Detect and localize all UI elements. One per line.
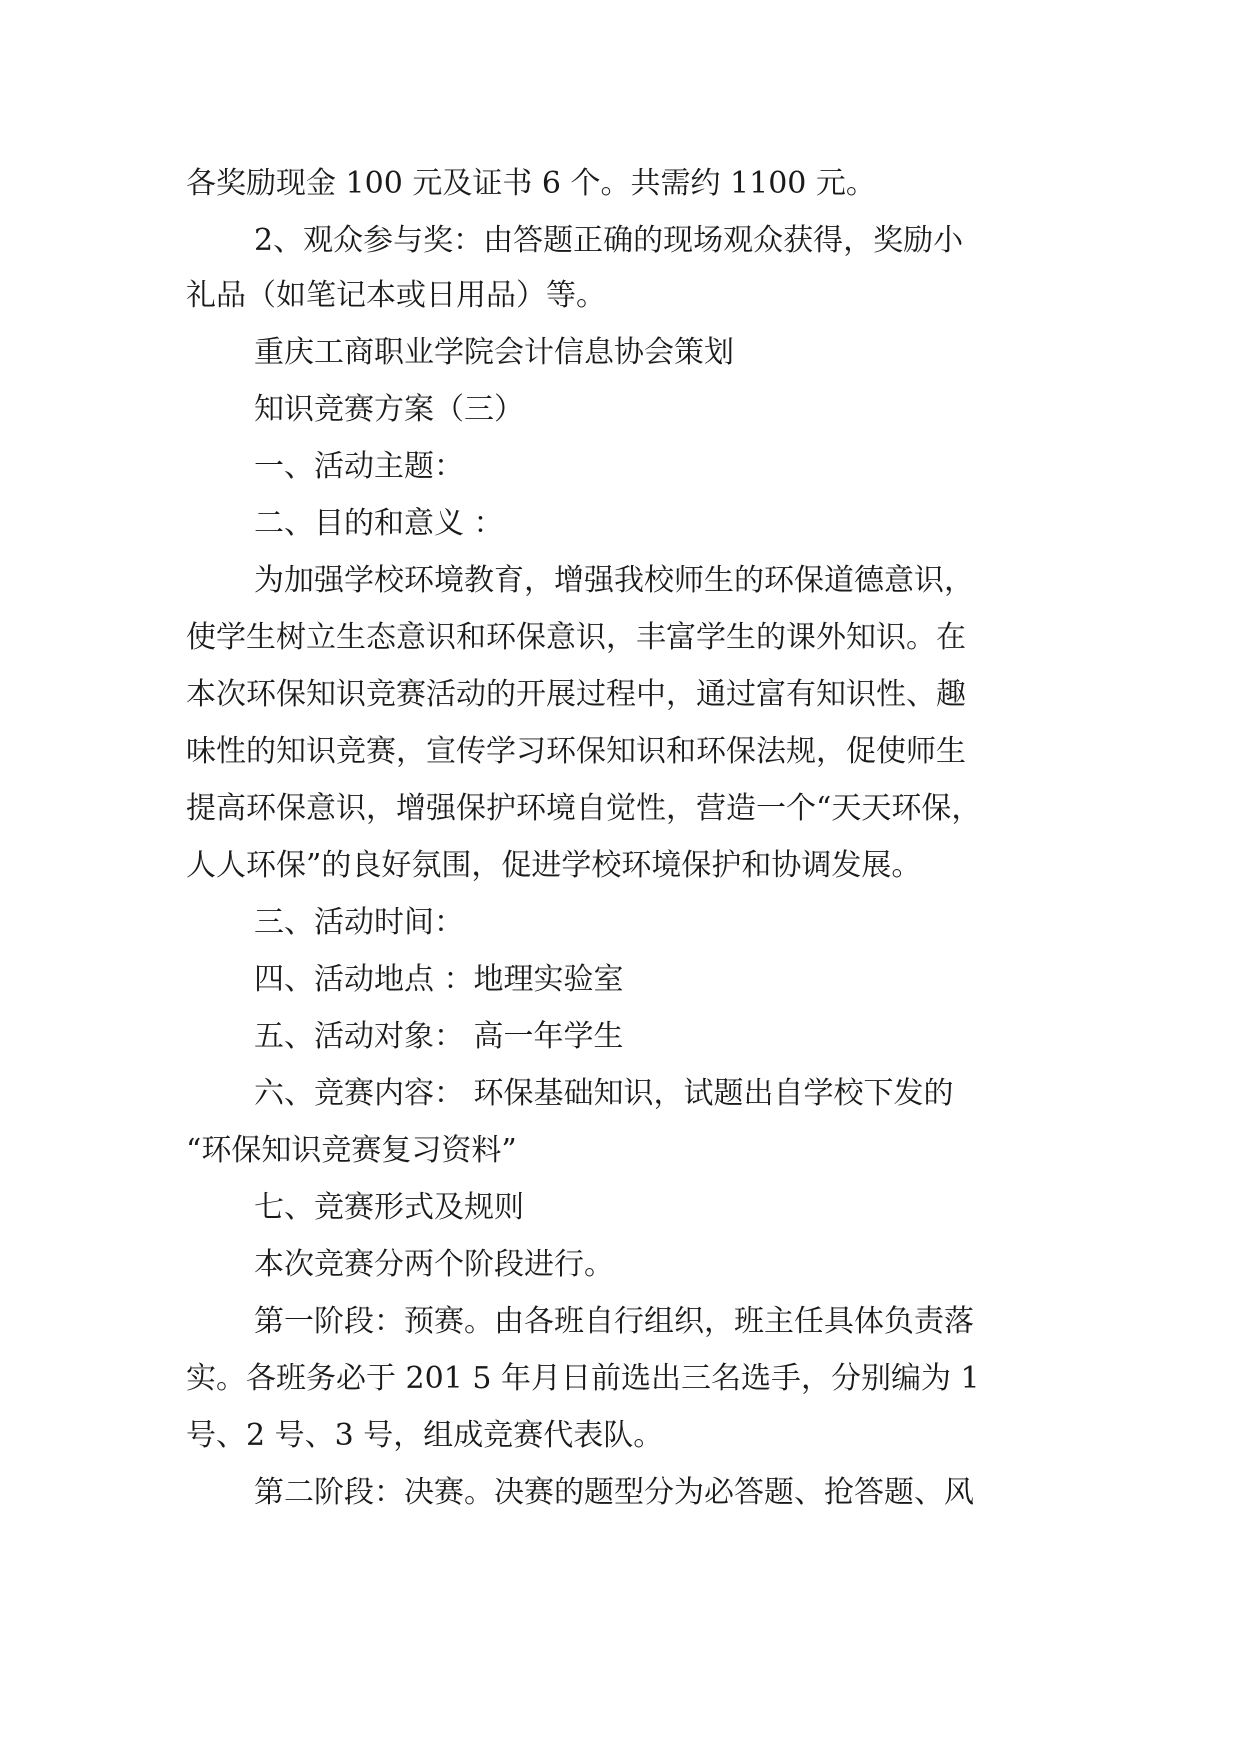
text-line: 本次竞赛分两个阶段进行。	[254, 1247, 614, 1282]
text-line: 提高环保意识，增强保护环境自觉性，营造一个“天天环保，	[186, 791, 982, 826]
heading-line: 五、活动对象： 高一年学生	[254, 1019, 624, 1054]
text-line: “环保知识竞赛复习资料”	[186, 1133, 517, 1168]
heading-line: 七、竞赛形式及规则	[254, 1190, 524, 1225]
text-line: 使学生树立生态意识和环保意识，丰富学生的课外知识。在	[186, 620, 966, 655]
text-line: 第二阶段：决赛。决赛的题型分为必答题、抢答题、风	[254, 1475, 974, 1510]
heading-line: 二、目的和意义 ：	[254, 506, 504, 541]
text-line: 实。各班务必于 201 5 年月日前选出三名选手，分别编为 1	[186, 1361, 980, 1396]
text-line: 礼品（如笔记本或日用品）等。	[186, 278, 606, 313]
heading-line: 三、活动时间：	[254, 905, 464, 940]
text-line: 味性的知识竞赛，宣传学习环保知识和环保法规，促使师生	[186, 734, 966, 769]
heading-line: 一、活动主题：	[254, 449, 464, 484]
heading-line: 六、竞赛内容： 环保基础知识，试题出自学校下发的	[254, 1076, 954, 1111]
text-line: 号、2 号、3 号，组成竞赛代表队。	[186, 1418, 664, 1453]
signature-line: 重庆工商职业学院会计信息协会策划	[254, 335, 734, 370]
section-title: 知识竞赛方案（三）	[254, 392, 524, 427]
text-line: 各奖励现金 100 元及证书 6 个。共需约 1100 元。	[186, 166, 876, 201]
heading-line: 四、活动地点 ：地理实验室	[254, 962, 624, 997]
text-line: 为加强学校环境教育，增强我校师生的环保道德意识，	[254, 563, 974, 598]
text-line: 第一阶段：预赛。由各班自行组织，班主任具体负责落	[254, 1304, 974, 1339]
text-line: 本次环保知识竞赛活动的开展过程中，通过富有知识性、趣	[186, 677, 966, 712]
text-line: 2、观众参与奖：由答题正确的现场观众获得，奖励小	[254, 223, 964, 258]
text-line: 人人环保”的良好氛围，促进学校环境保护和协调发展。	[186, 848, 922, 883]
